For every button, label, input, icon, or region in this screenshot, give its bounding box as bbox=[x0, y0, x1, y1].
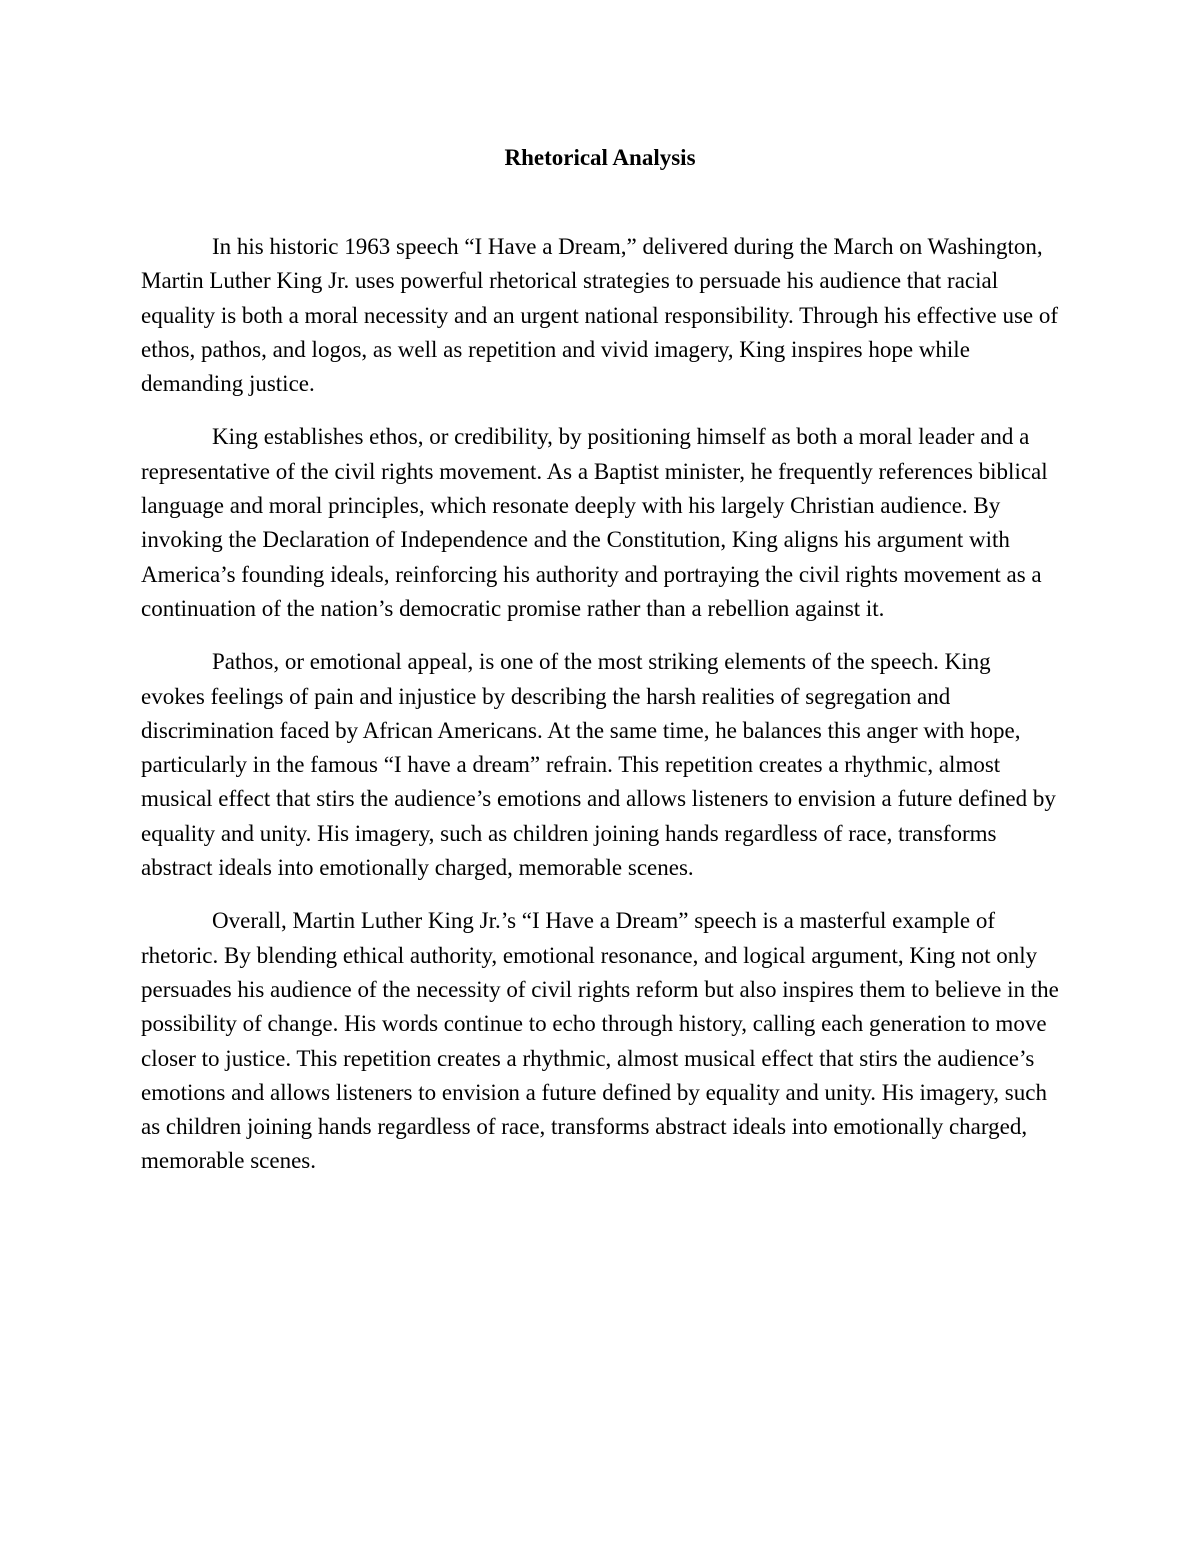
paragraph-introduction: In his historic 1963 speech “I Have a Dream,” delivered during the March on Washington, Martin Luther King Jr. uses powerful rhetorical strategies to persuade his audience that racial equality is both a moral necessity and an urgent national responsibility. Through his effective use of ethos, pathos, and logos, as well as repetition and vivid imagery, King inspires hope while demanding justice. bbox=[141, 234, 1059, 397]
document-title: Rhetorical Analysis bbox=[504, 145, 696, 170]
document-body bbox=[141, 230, 1059, 1198]
paragraph-conclusion: Overall, Martin Luther King Jr.’s “I Have a Dream” speech is a masterful example of rhetoric. By blending ethical authority, emotional resonance, and logical argument, King not only persuades his audience of the necessity of civil rights reform but also inspires them to believe in the possibility of change. His words continue to echo through history, calling each generation to move closer to justice. This repetition creates a rhythmic, almost musical effect that stirs the audience’s emotions and allows listeners to envision a future defined by equality and unity. His imagery, such as children joining hands regardless of race, transforms abstract ideals into emotionally charged, memorable scenes. bbox=[141, 908, 1059, 1174]
paragraph-pathos: Pathos, or emotional appeal, is one of the most striking elements of the speech. King evokes feelings of pain and injustice by describing the harsh realities of segregation and discrimination faced by African Americans. At the same time, he balances this anger with hope, particularly in the famous “I have a dream” refrain. This repetition creates a rhythmic, almost musical effect that stirs the audience’s emotions and allows listeners to envision a future defined by equality and unity. His imagery, such as children joining hands regardless of race, transforms abstract ideals into emotionally charged, memorable scenes. bbox=[141, 649, 1056, 881]
paragraph-ethos: King establishes ethos, or credibility, by positioning himself as both a moral leader and a representative of the civil rights movement. As a Baptist minister, he frequently references biblical language and moral principles, which resonate deeply with his largely Christian audience. By invoking the Declaration of Independence and the Constitution, King aligns his argument with America’s founding ideals, reinforcing his authority and portraying the civil rights movement as a continuation of the nation’s democratic promise rather than a rebellion against it. bbox=[141, 424, 1048, 621]
